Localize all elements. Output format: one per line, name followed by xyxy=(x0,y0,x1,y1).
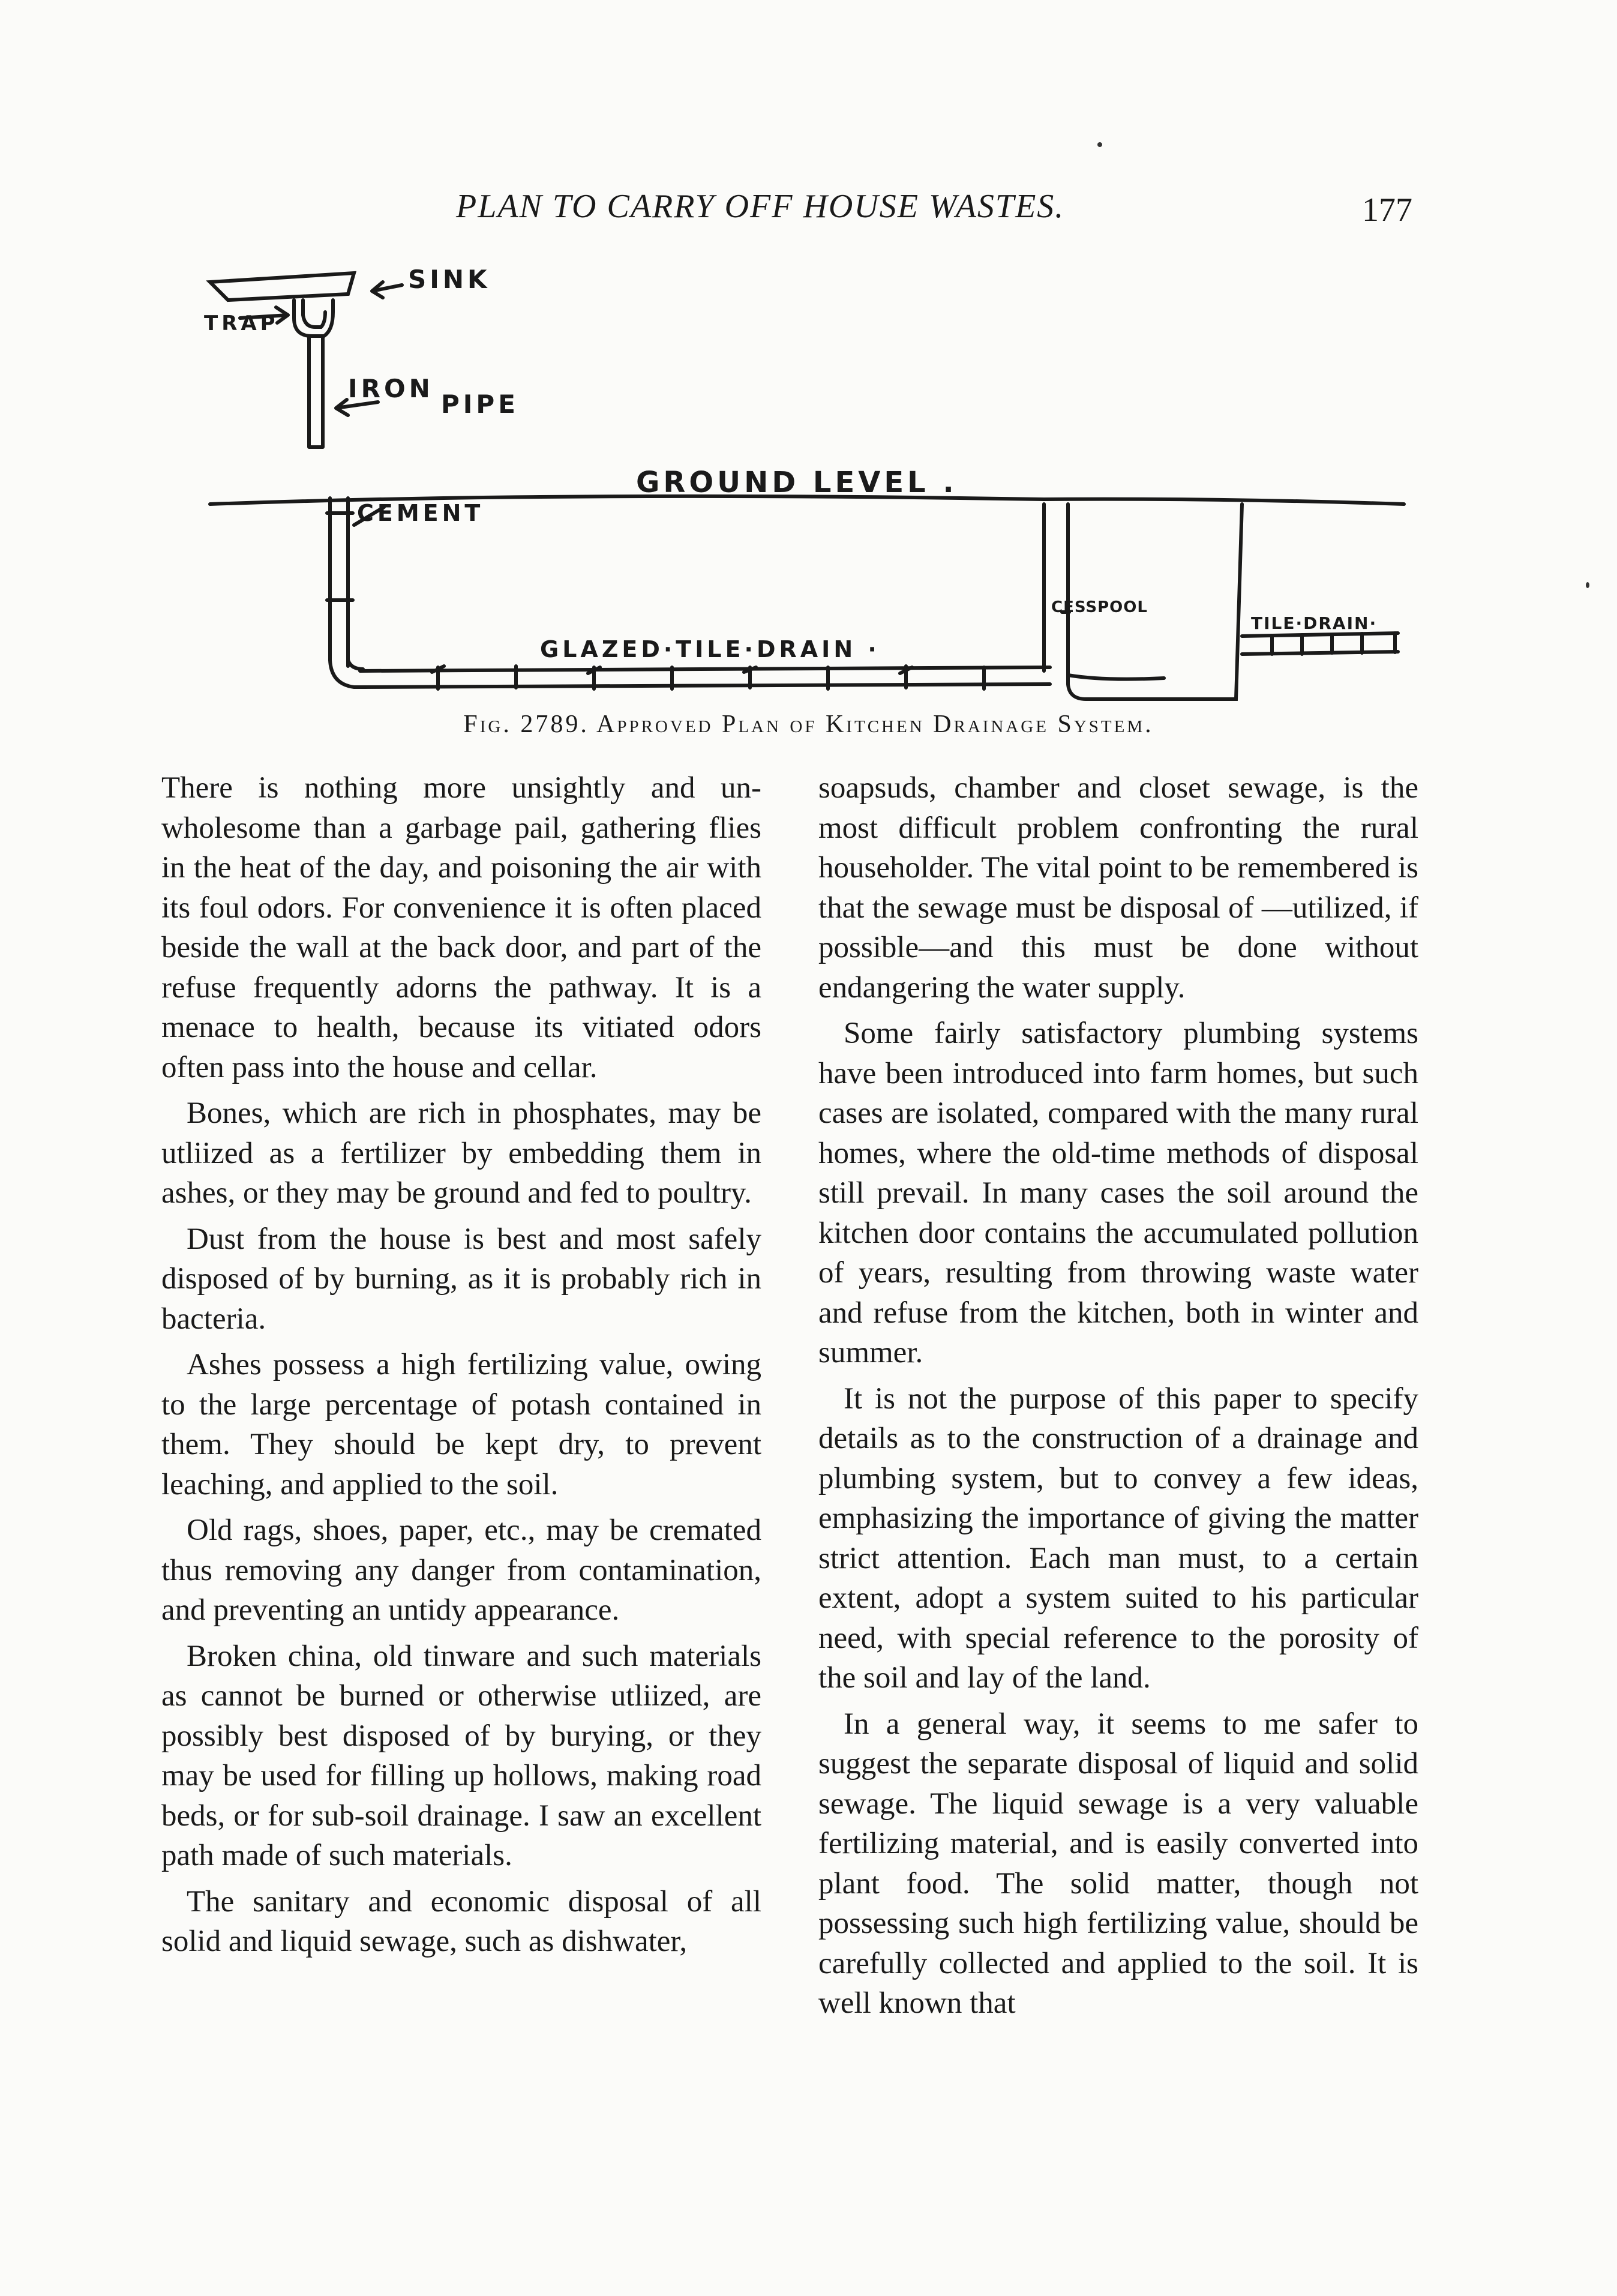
stray-mark xyxy=(1586,582,1589,588)
stray-mark xyxy=(1097,142,1102,147)
sink-label: SINK xyxy=(408,265,491,294)
glazed-tile-drain-label: GLAZED·TILE·DRAIN · xyxy=(540,636,880,663)
drainage-diagram xyxy=(204,240,1410,738)
drainage-figure xyxy=(204,240,1410,738)
paragraph: Old rags, shoes, paper, etc., may be cremated thus removing any danger from contamination, and preventing an untidy appearance. xyxy=(161,1513,761,1627)
paragraph: Bones, which are rich in phosphates, may be utliized as a fertilizer by embedding them in ashes, or they may be ground and fed to poultry. xyxy=(161,1096,761,1210)
iron-label: IRON xyxy=(348,374,434,403)
sink-arrow xyxy=(372,282,402,298)
cement-label: CEMENT xyxy=(357,500,484,526)
paragraph: In a general way, it seems to me safer to suggest the separate disposal of liquid and solid sewage. The liquid sewage is a very valuable fertilizing material, and is easily converted into plant food. The solid matter, though not possessing such high fertilizing value, should be carefully collected and applied to the soil. It is well known that xyxy=(818,1707,1418,2020)
sink-shape xyxy=(210,273,354,300)
iron-pipe-shape xyxy=(309,336,323,447)
paragraph: There is nothing more unsightly and unwholesome than a garbage pail, gathering flies in the heat of the day, and poisoning the air with its foul odors. For convenience it is often placed beside the wall at the back door, and part of the refuse frequently adorns the pathway. It is a menace to health, because its vitiated odors often pass into the house and cellar. xyxy=(161,771,761,1084)
figure-caption: Fig. 2789. Approved Plan of Kitchen Drainage System. xyxy=(463,711,1154,738)
trap-shape xyxy=(294,300,333,336)
right-column xyxy=(818,768,1418,2030)
paragraph: soapsuds, chamber and closet sewage, is the most difficult problem confronting the rural householder. The vital point to be remembered is that the sewage must be disposal of —utilized, if possible—and this must be done without endangering the water supply. xyxy=(818,771,1418,1005)
running-title: PLAN TO CARRY OFF HOUSE WASTES. xyxy=(456,188,1065,225)
cesspool-label: CESSPOOL xyxy=(1051,598,1148,616)
tile-drain-label: TILE·DRAIN· xyxy=(1251,613,1378,633)
paragraph: It is not the purpose of this paper to specify details as to the construction of a drainage and plumbing system, but to convey a few ideas, emphasizing the importance of giving the matter strict attention. Each man must, to a certain extent, adopt a system suited to his particular need, with special reference to the porosity of the soil and lay of the land. xyxy=(818,1381,1418,1695)
paragraph: Dust from the house is best and most safely disposed of by burning, as it is probably rich in bacteria. xyxy=(161,1222,761,1336)
paragraph: Broken china, old tinware and such materials as cannot be burned or otherwise utliized, are possibly best disposed of by burying, or they may be used for filling up hollows, making road beds, or for sub-soil drainage. I saw an excellent path made of such materials. xyxy=(161,1639,761,1872)
tile-drain-shape xyxy=(1242,633,1398,654)
vertical-drain-shape xyxy=(330,498,348,666)
glazed-tile-drain-shape xyxy=(360,667,1050,687)
paragraph: Some fairly satisfactory plumbing systems have been introduced into farm homes, but such cases are isolated, compared with the many rural homes, where the old-time methods of disposal still prevail. In many cases the soil around the kitchen door contains the accumulated pollution of years, resulting from throwing waste water and refuse from the kitchen, both in winter and summer. xyxy=(818,1017,1418,1369)
pipe-label: PIPE xyxy=(441,389,519,419)
trap-label: TRAP xyxy=(204,311,279,335)
ground-level-label: GROUND LEVEL . xyxy=(636,466,958,499)
left-column xyxy=(161,768,761,1968)
paragraph: Ashes possess a high fertilizing value, owing to the large percentage of potash contained in them. They should be kept dry, to prevent leaching, and applied to the soil. xyxy=(161,1348,761,1501)
paragraph: The sanitary and economic disposal of all solid and liquid sewage, such as dishwater, xyxy=(161,1884,761,1958)
page-number: 177 xyxy=(1362,191,1412,229)
